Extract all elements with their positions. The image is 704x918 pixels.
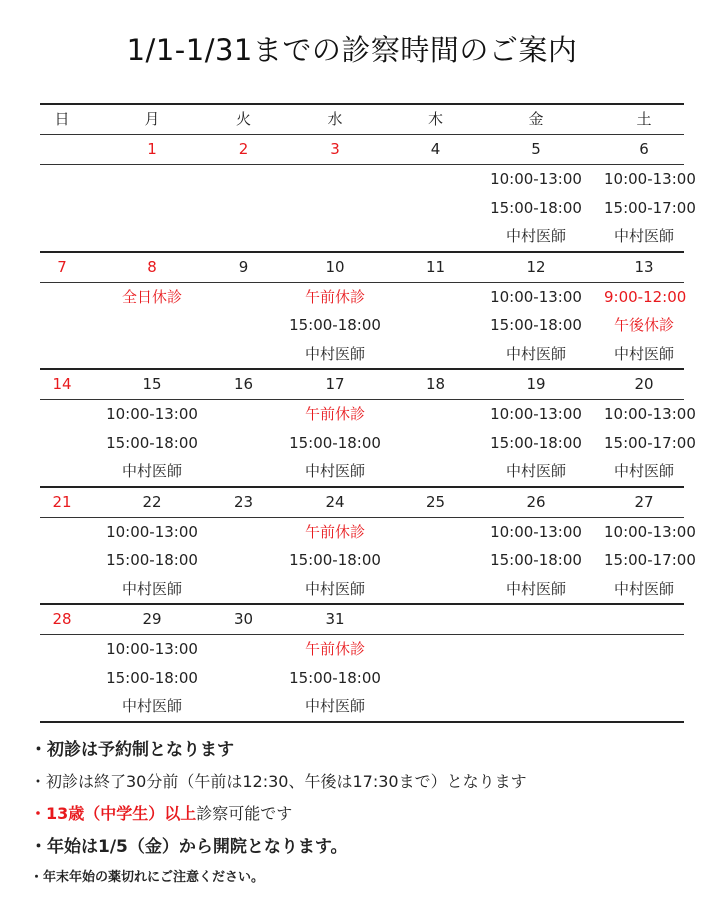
date-cell: 20: [634, 375, 654, 393]
schedule-cell: 15:00-18:00: [490, 433, 582, 452]
schedule-cell: 15:00-18:00: [106, 668, 198, 687]
schedule-row: [40, 429, 696, 458]
schedule-cell: 全日休診: [121, 287, 182, 306]
schedule-cell: 中村医師: [304, 344, 365, 363]
schedule-cell: 中村医師: [613, 227, 674, 245]
schedule-cell: 中村医師: [121, 462, 182, 480]
schedule-cell: 10:00-13:00: [604, 170, 696, 188]
schedule-cell: 15:00-18:00: [289, 551, 381, 569]
note-medicine-warning: ・年末年始の薬切れにご注意ください。: [30, 870, 265, 885]
schedule-cell: 午前休診: [304, 522, 365, 541]
schedule-cell: [403, 457, 468, 486]
schedule-cell: 中村医師: [121, 579, 182, 598]
schedule-cell: 10:00-13:00: [106, 522, 198, 541]
date-cell: 24: [325, 492, 345, 511]
schedule-cell: [267, 165, 403, 194]
schedule-cell: [40, 194, 84, 223]
schedule-cell: 中村医師: [304, 579, 365, 598]
schedule-cell: 15:00-18:00: [490, 551, 582, 569]
date-cell: 13: [634, 257, 654, 276]
date-cell: 6: [639, 140, 649, 158]
schedule-cell: [468, 635, 604, 664]
schedule-cell: [220, 546, 267, 575]
date-cell: 18: [425, 375, 446, 393]
weekday-header: 月: [144, 110, 160, 128]
date-cell: [403, 605, 468, 634]
schedule-cell: [267, 194, 403, 223]
schedule-cell: 15:00-18:00: [289, 433, 381, 452]
schedule-cell: [220, 692, 267, 721]
schedule-cell: 中村医師: [505, 227, 566, 245]
schedule-cell: 10:00-13:00: [604, 405, 696, 423]
weekday-header: 水: [327, 110, 343, 128]
schedule-cell: 午前休診: [304, 405, 365, 423]
schedule-cell: 10:00-13:00: [604, 522, 696, 541]
schedule-cell: [220, 340, 267, 369]
weekday-header: 金: [528, 110, 544, 128]
date-row: [40, 488, 684, 517]
date-cell: [604, 605, 684, 634]
weekday-header: 日: [54, 110, 70, 128]
schedule-cell: [403, 283, 468, 312]
schedule-cell: 15:00-17:00: [604, 551, 696, 569]
schedule-cell: [403, 340, 468, 369]
schedule-cell: 15:00-18:00: [490, 316, 582, 334]
schedule-cell: [604, 664, 684, 693]
schedule-cell: [220, 457, 267, 486]
schedule-cell: [220, 575, 267, 604]
schedule-cell: 中村医師: [505, 579, 566, 598]
date-cell: 30: [233, 610, 254, 628]
date-cell: 25: [425, 492, 446, 511]
schedule-cell: [403, 165, 468, 194]
weekday-header: 土: [636, 110, 652, 128]
schedule-cell: 午前休診: [304, 287, 365, 306]
schedule-row: [40, 575, 684, 604]
schedule-cell: 10:00-13:00: [106, 405, 198, 423]
note-first-visit-reservation: ・初診は予約制となります: [30, 740, 234, 760]
date-cell: 29: [142, 610, 162, 628]
schedule-row: [40, 283, 687, 312]
date-cell: 28: [52, 610, 72, 628]
schedule-cell: [403, 546, 468, 575]
note-age-bullet: ・: [30, 804, 47, 823]
week-rule: [40, 721, 684, 723]
schedule-cell: 10:00-13:00: [490, 405, 582, 423]
date-cell: 21: [52, 492, 72, 511]
schedule-cell: [84, 311, 220, 340]
date-cell: 4: [430, 140, 441, 158]
schedule-cell: [40, 340, 84, 369]
schedule-row: [40, 546, 696, 575]
date-cell: 27: [634, 492, 654, 511]
date-cell: 12: [526, 257, 546, 276]
schedule-cell: 10:00-13:00: [490, 287, 582, 306]
schedule-row: [40, 664, 684, 693]
schedule-cell: [604, 635, 684, 664]
schedule-cell: 9:00-12:00: [604, 287, 687, 306]
schedule-cell: 中村医師: [121, 697, 182, 715]
schedule-row: [40, 311, 684, 340]
schedule-cell: [220, 311, 267, 340]
note-first-visit-deadline: ・初診は終了30分前（午前は12:30、午後は17:30まで）となります: [30, 772, 527, 791]
schedule-cell: 15:00-18:00: [289, 316, 381, 334]
date-cell: 9: [238, 257, 249, 276]
schedule-cell: [403, 692, 468, 721]
schedule-cell: [84, 340, 220, 369]
schedule-cell: 15:00-17:00: [604, 433, 696, 452]
schedule-cell: [267, 222, 403, 251]
schedule-cell: [40, 546, 84, 575]
schedule-cell: [220, 635, 267, 664]
schedule-cell: [40, 283, 84, 312]
schedule-row: [40, 692, 684, 721]
schedule-cell: [403, 429, 468, 458]
schedule-row: [40, 165, 696, 194]
schedule-cell: [220, 429, 267, 458]
note-age-rest: 診察可能です: [196, 804, 293, 823]
date-cell: 7: [57, 257, 67, 276]
schedule-cell: [220, 664, 267, 693]
schedule-row: [40, 194, 696, 223]
schedule-cell: 中村医師: [304, 462, 365, 480]
schedule-row: [40, 518, 696, 547]
schedule-cell: 10:00-13:00: [490, 170, 582, 188]
schedule-cell: [40, 429, 84, 458]
date-row: [40, 253, 684, 282]
schedule-cell: [220, 518, 267, 547]
schedule-cell: [220, 400, 267, 429]
schedule-cell: [40, 165, 84, 194]
schedule-cell: 中村医師: [505, 462, 566, 480]
schedule-cell: [84, 165, 220, 194]
schedule-cell: [403, 635, 468, 664]
date-row: [40, 370, 684, 399]
schedule-cell: 中村医師: [613, 579, 674, 598]
schedule-cell: [40, 518, 84, 547]
schedule-cell: [40, 635, 84, 664]
schedule-cell: [84, 194, 220, 223]
date-cell: 22: [142, 492, 162, 511]
schedule-cell: [468, 664, 604, 693]
date-cell: 19: [526, 375, 546, 393]
schedule-cell: 午前休診: [304, 640, 365, 658]
schedule-cell: [40, 400, 84, 429]
schedule-cell: 午後休診: [613, 316, 674, 334]
weekday-header-row: [40, 105, 684, 134]
week-rows: [40, 135, 696, 723]
schedule-row: [40, 222, 684, 251]
schedule-cell: [220, 194, 267, 223]
schedule-cell: [403, 664, 468, 693]
schedule-cell: 15:00-18:00: [490, 198, 582, 217]
date-cell: 31: [325, 610, 345, 628]
weekday-header: 火: [235, 110, 251, 128]
schedule-cell: [403, 311, 468, 340]
note-age-highlight: 13歳（中学生）以上: [46, 804, 197, 823]
schedule-cell: 中村医師: [613, 462, 674, 480]
schedule-row: [40, 457, 684, 486]
date-row: [40, 135, 684, 164]
schedule-cell: [40, 575, 84, 604]
schedule-cell: 15:00-18:00: [106, 551, 198, 569]
note-new-year-opening: ・年始は1/5（金）から開院となります。: [30, 837, 348, 857]
schedule-cell: [220, 165, 267, 194]
schedule-cell: [604, 692, 684, 721]
schedule-row: [40, 400, 696, 429]
schedule-cell: 中村医師: [304, 697, 365, 715]
schedule-cell: 中村医師: [613, 344, 674, 363]
page-title: 1/1-1/31までの診察時間のご案内: [126, 33, 578, 67]
date-cell: 14: [52, 375, 72, 393]
note-age-limit: [30, 798, 690, 830]
schedule-row: [40, 635, 684, 664]
schedule-cell: [40, 664, 84, 693]
date-cell: 3: [330, 140, 340, 158]
date-cell: 17: [325, 375, 345, 393]
calendar-table: [40, 103, 696, 723]
schedule-cell: [220, 283, 267, 312]
date-row: [40, 605, 684, 634]
schedule-cell: 10:00-13:00: [490, 522, 582, 541]
schedule-cell: [40, 457, 84, 486]
schedule-cell: [40, 311, 84, 340]
date-cell: 11: [425, 257, 446, 276]
date-cell: 8: [147, 257, 157, 276]
date-cell: 5: [531, 140, 541, 158]
date-cell: [40, 135, 84, 164]
schedule-cell: [403, 222, 468, 251]
schedule-cell: [403, 194, 468, 223]
schedule-cell: [403, 518, 468, 547]
schedule-cell: [40, 692, 84, 721]
schedule-cell: [84, 222, 220, 251]
notes-section: [30, 734, 690, 892]
schedule-row: [40, 340, 684, 369]
schedule-cell: [220, 222, 267, 251]
weekday-header: 木: [427, 110, 443, 128]
date-cell: 16: [233, 375, 254, 393]
schedule-cell: [403, 400, 468, 429]
date-cell: 2: [238, 140, 249, 158]
date-cell: 15: [142, 375, 162, 393]
schedule-cell: 15:00-17:00: [604, 198, 696, 217]
date-cell: 10: [325, 257, 345, 276]
schedule-cell: [403, 575, 468, 604]
schedule-cell: 中村医師: [505, 344, 566, 363]
schedule-cell: 15:00-18:00: [289, 668, 381, 687]
schedule-cell: 15:00-18:00: [106, 433, 198, 452]
schedule-cell: [40, 222, 84, 251]
schedule-cell: [468, 692, 604, 721]
date-cell: 1: [147, 140, 157, 158]
date-cell: 23: [233, 492, 254, 511]
date-cell: [468, 605, 604, 634]
date-cell: 26: [526, 492, 546, 511]
schedule-cell: 10:00-13:00: [106, 640, 198, 658]
